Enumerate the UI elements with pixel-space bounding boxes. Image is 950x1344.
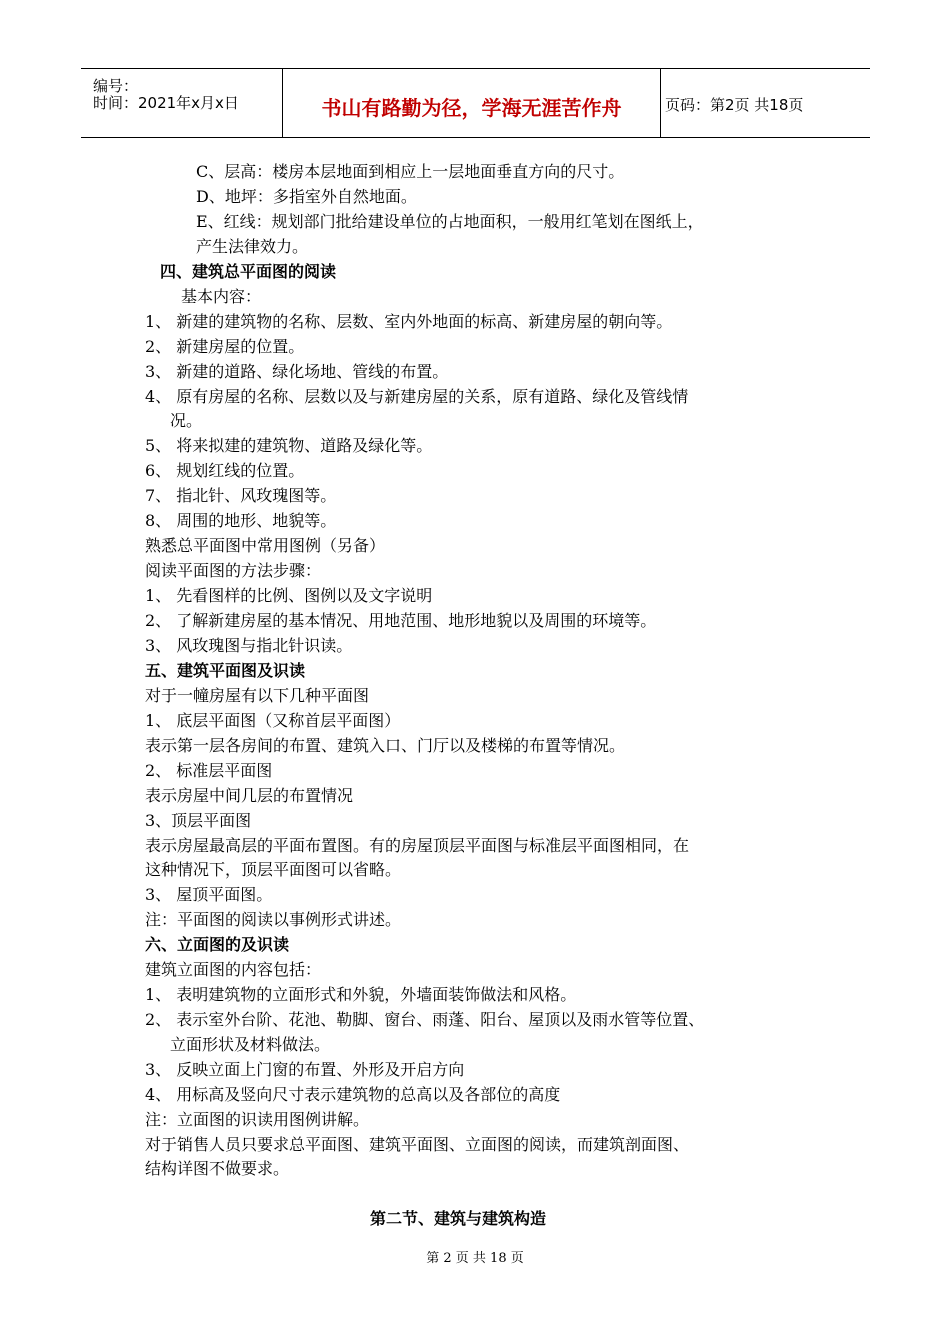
section-heading: 第二节、建筑与建筑构造	[370, 1209, 547, 1228]
header-page-info: 页码：第2页 共18页	[665, 96, 804, 114]
text-line: 4、 原有房屋的名称、层数以及与新建房屋的关系，原有道路、绿化及管线情	[145, 387, 689, 406]
text-line: 结构详图不做要求。	[145, 1159, 290, 1178]
header-motto-cell	[282, 69, 661, 137]
header-meta-cell	[81, 69, 281, 137]
doc-date-label: 时间：2021年x月x日	[93, 94, 239, 112]
header-motto: 书山有路勤为径，学海无涯苦作舟	[321, 96, 622, 120]
text-line: 8、 周围的地形、地貌等。	[145, 511, 337, 530]
text-line: 这种情况下，顶层平面图可以省略。	[145, 860, 402, 879]
text-line: 对于一幢房屋有以下几种平面图	[145, 686, 370, 705]
doc-id-label: 编号：	[93, 77, 139, 95]
text-line: 1、 先看图样的比例、图例以及文字说明	[145, 586, 433, 605]
header-table	[81, 68, 870, 138]
text-line: E、红线：规划部门批给建设单位的占地面积，一般用红笔划在图纸上，	[196, 212, 704, 231]
text-line: 对于销售人员只要求总平面图、建筑平面图、立面图的阅读，而建筑剖面图、	[145, 1135, 690, 1154]
text-line: 7、 指北针、风玫瑰图等。	[145, 486, 337, 505]
text-line: 3、 新建的道路、绿化场地、管线的布置。	[145, 362, 449, 381]
text-line: 况。	[170, 411, 203, 430]
text-line: 1、 表明建筑物的立面形式和外貌，外墙面装饰做法和风格。	[145, 985, 577, 1004]
text-line: 熟悉总平面图中常用图例（另备）	[145, 536, 386, 555]
text-line: 2、 标准层平面图	[145, 761, 273, 780]
text-line: 1、 底层平面图（又称首层平面图）	[145, 711, 401, 730]
text-line: 2、 新建房屋的位置。	[145, 337, 305, 356]
text-line: 3、 屋顶平面图。	[145, 885, 273, 904]
text-line: D、地坪：多指室外自然地面。	[196, 187, 417, 206]
section-heading: 四、建筑总平面图的阅读	[160, 262, 337, 281]
text-line: 注：立面图的识读用图例讲解。	[145, 1110, 370, 1129]
text-line: 5、 将来拟建的建筑物、道路及绿化等。	[145, 436, 433, 455]
text-line: 2、 了解新建房屋的基本情况、用地范围、地形地貌以及周围的环境等。	[145, 611, 657, 630]
text-line: 3、 反映立面上门窗的布置、外形及开启方向	[145, 1060, 465, 1079]
text-line: 3、顶层平面图	[145, 811, 252, 830]
text-line: 注：平面图的阅读以事例形式讲述。	[145, 910, 402, 929]
text-line: 基本内容：	[181, 287, 262, 306]
text-line: 表示房屋最高层的平面布置图。有的房屋顶层平面图与标准层平面图相同，在	[145, 836, 690, 855]
text-line: 阅读平面图的方法步骤：	[145, 561, 322, 580]
section-heading: 六、立面图的及识读	[145, 935, 290, 954]
text-line: 6、 规划红线的位置。	[145, 461, 305, 480]
text-line: 立面形状及材料做法。	[170, 1035, 331, 1054]
text-line: 2、 表示室外台阶、花池、勒脚、窗台、雨蓬、阳台、屋顶以及雨水管等位置、	[145, 1010, 705, 1029]
text-line: 表示第一层各房间的布置、建筑入口、门厅以及楼梯的布置等情况。	[145, 736, 626, 755]
text-line: 建筑立面图的内容包括：	[145, 960, 322, 979]
header-page-cell	[661, 69, 870, 137]
text-line: 表示房屋中间几层的布置情况	[145, 786, 354, 805]
text-line: 1、 新建的建筑物的名称、层数、室内外地面的标高、新建房屋的朝向等。	[145, 312, 673, 331]
text-line: 3、 风玫瑰图与指北针识读。	[145, 636, 353, 655]
text-line: 4、 用标高及竖向尺寸表示建筑物的总高以及各部位的高度	[145, 1085, 561, 1104]
text-line: C、层高：楼房本层地面到相应上一层地面垂直方向的尺寸。	[196, 162, 625, 181]
page-footer: 第 2 页 共 18 页	[426, 1251, 524, 1266]
text-line: 产生法律效力。	[196, 237, 309, 256]
section-heading: 五、建筑平面图及识读	[145, 661, 306, 680]
